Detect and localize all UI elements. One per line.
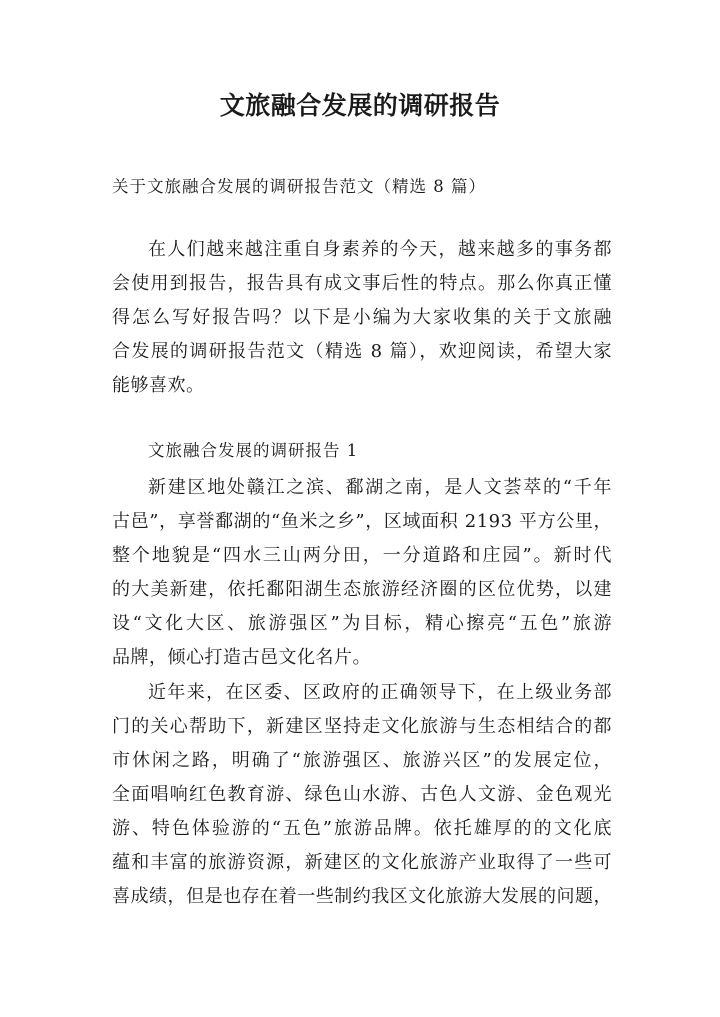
paragraph-line: 古邑”，享誉鄱湖的“鱼米之乡”，区域面积 2193 平方公里，: [112, 511, 612, 532]
intro-line: 得怎么写好报告吗？以下是小编为大家收集的关于文旅融: [112, 307, 612, 328]
paragraph-line: 市休闲之路，明确了“旅游强区、旅游兴区”的发展定位，: [112, 750, 612, 771]
paragraph-line: 游、特色体验游的“五色”旅游品牌。依托雄厚的的文化底: [112, 818, 612, 839]
paragraph-line: 喜成绩，但是也存在着一些制约我区文化旅游大发展的问题，: [112, 886, 612, 907]
intro-line: 会使用到报告，报告具有成文事后性的特点。那么你真正懂: [112, 273, 612, 294]
intro-line: 合发展的调研报告范文（精选 8 篇），欢迎阅读，希望大家: [112, 341, 612, 362]
paragraph-line: 设“文化大区、旅游强区”为目标，精心擦亮“五色”旅游: [112, 613, 612, 634]
intro-line: 能够喜欢。: [112, 375, 205, 396]
section-heading: 文旅融合发展的调研报告 1: [148, 441, 359, 460]
document-title: 文旅融合发展的调研报告: [219, 91, 501, 120]
paragraph-line: 蕴和丰富的旅游资源，新建区的文化旅游产业取得了一些可: [112, 852, 612, 873]
paragraph-line: 新建区地处赣江之滨、鄱湖之南，是人文荟萃的“千年: [148, 477, 612, 498]
paragraph-line: 门的关心帮助下，新建区坚持走文化旅游与生态相结合的都: [112, 716, 612, 737]
intro-line: 在人们越来越注重自身素养的今天，越来越多的事务都: [148, 239, 612, 260]
paragraph-line: 的大美新建，依托鄱阳湖生态旅游经济圈的区位优势，以建: [112, 579, 612, 600]
paragraph-line: 近年来，在区委、区政府的正确领导下，在上级业务部: [148, 682, 612, 703]
paragraph-line: 整个地貌是“四水三山两分田，一分道路和庄园”。新时代: [112, 545, 612, 566]
document-subtitle: 关于文旅融合发展的调研报告范文（精选 8 篇）: [112, 177, 486, 196]
paragraph-line: 品牌，倾心打造古邑文化名片。: [112, 647, 371, 668]
paragraph-line: 全面唱响红色教育游、绿色山水游、古色人文游、金色观光: [112, 784, 612, 805]
